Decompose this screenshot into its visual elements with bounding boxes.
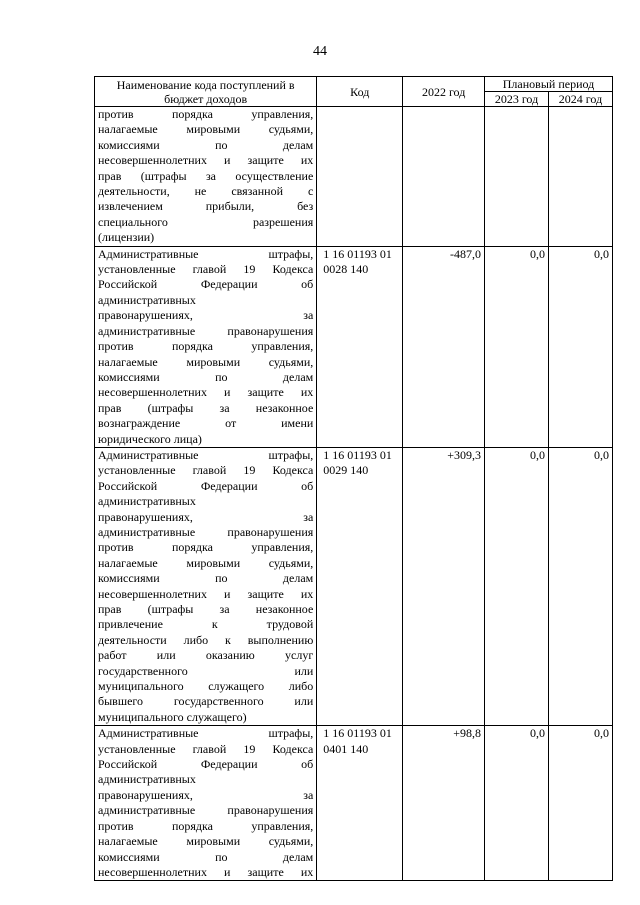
header-2022: 2022 год [403,77,485,107]
row-name: против порядка управления, налагаемые мировыми судьями, комиссиями по делам несовершеннолетних и защите их прав (штрафы за осуществление деятельности, не связанной с извлечением прибыли, без специального разрешения (лицензии) [95,107,317,247]
table-row [95,447,613,725]
page-number: 44 [313,44,327,59]
table-row [95,107,613,247]
revenue-table [94,76,613,881]
row-value-2024 [548,107,612,247]
row-code: 1 16 01193 01 0028 140 [317,246,403,447]
row-value-2022: +98,8 [403,726,485,881]
table-row [95,726,613,881]
row-value-2023 [485,107,549,247]
row-value-2022: -487,0 [403,246,485,447]
table-row [95,246,613,447]
row-value-2023: 0,0 [485,447,549,725]
row-value-2023: 0,0 [485,246,549,447]
row-code [317,107,403,247]
row-name: Административные штрафы, установленные главой 19 Кодекса Российской Федерации об административных правонарушениях, за административные правонарушения против порядка управления, налагаемые мировыми судьями, комиссиями по делам несовершеннолетних и защите их прав (штрафы за незаконное привлечение к трудовой деятельности либо к выполнению работ или оказанию услуг государственного или муниципального служащего либо бывшего государственного или муниципального служащего) [95,447,317,725]
row-name: Административные штрафы, установленные главой 19 Кодекса Российской Федерации об административных правонарушениях, за административные правонарушения против порядка управления, налагаемые мировыми судьями, комиссиями по делам несовершеннолетних и защите их прав (штрафы за незаконное вознаграждение от имени юридического лица) [95,246,317,447]
row-name: Административные штрафы, установленные главой 19 Кодекса Российской Федерации об административных правонарушениях, за административные правонарушения против порядка управления, налагаемые мировыми судьями, комиссиями по делам несовершеннолетних и защите их [95,726,317,881]
row-code: 1 16 01193 01 0029 140 [317,447,403,725]
header-name: Наименование кода поступлений в бюджет доходов [95,77,317,107]
row-value-2022 [403,107,485,247]
row-value-2024: 0,0 [548,726,612,881]
header-2023: 2023 год [485,92,549,107]
header-2024: 2024 год [548,92,612,107]
header-code: Код [317,77,403,107]
header-planned-period: Плановый период [485,77,613,92]
row-code: 1 16 01193 01 0401 140 [317,726,403,881]
row-value-2022: +309,3 [403,447,485,725]
row-value-2023: 0,0 [485,726,549,881]
row-value-2024: 0,0 [548,447,612,725]
row-value-2024: 0,0 [548,246,612,447]
